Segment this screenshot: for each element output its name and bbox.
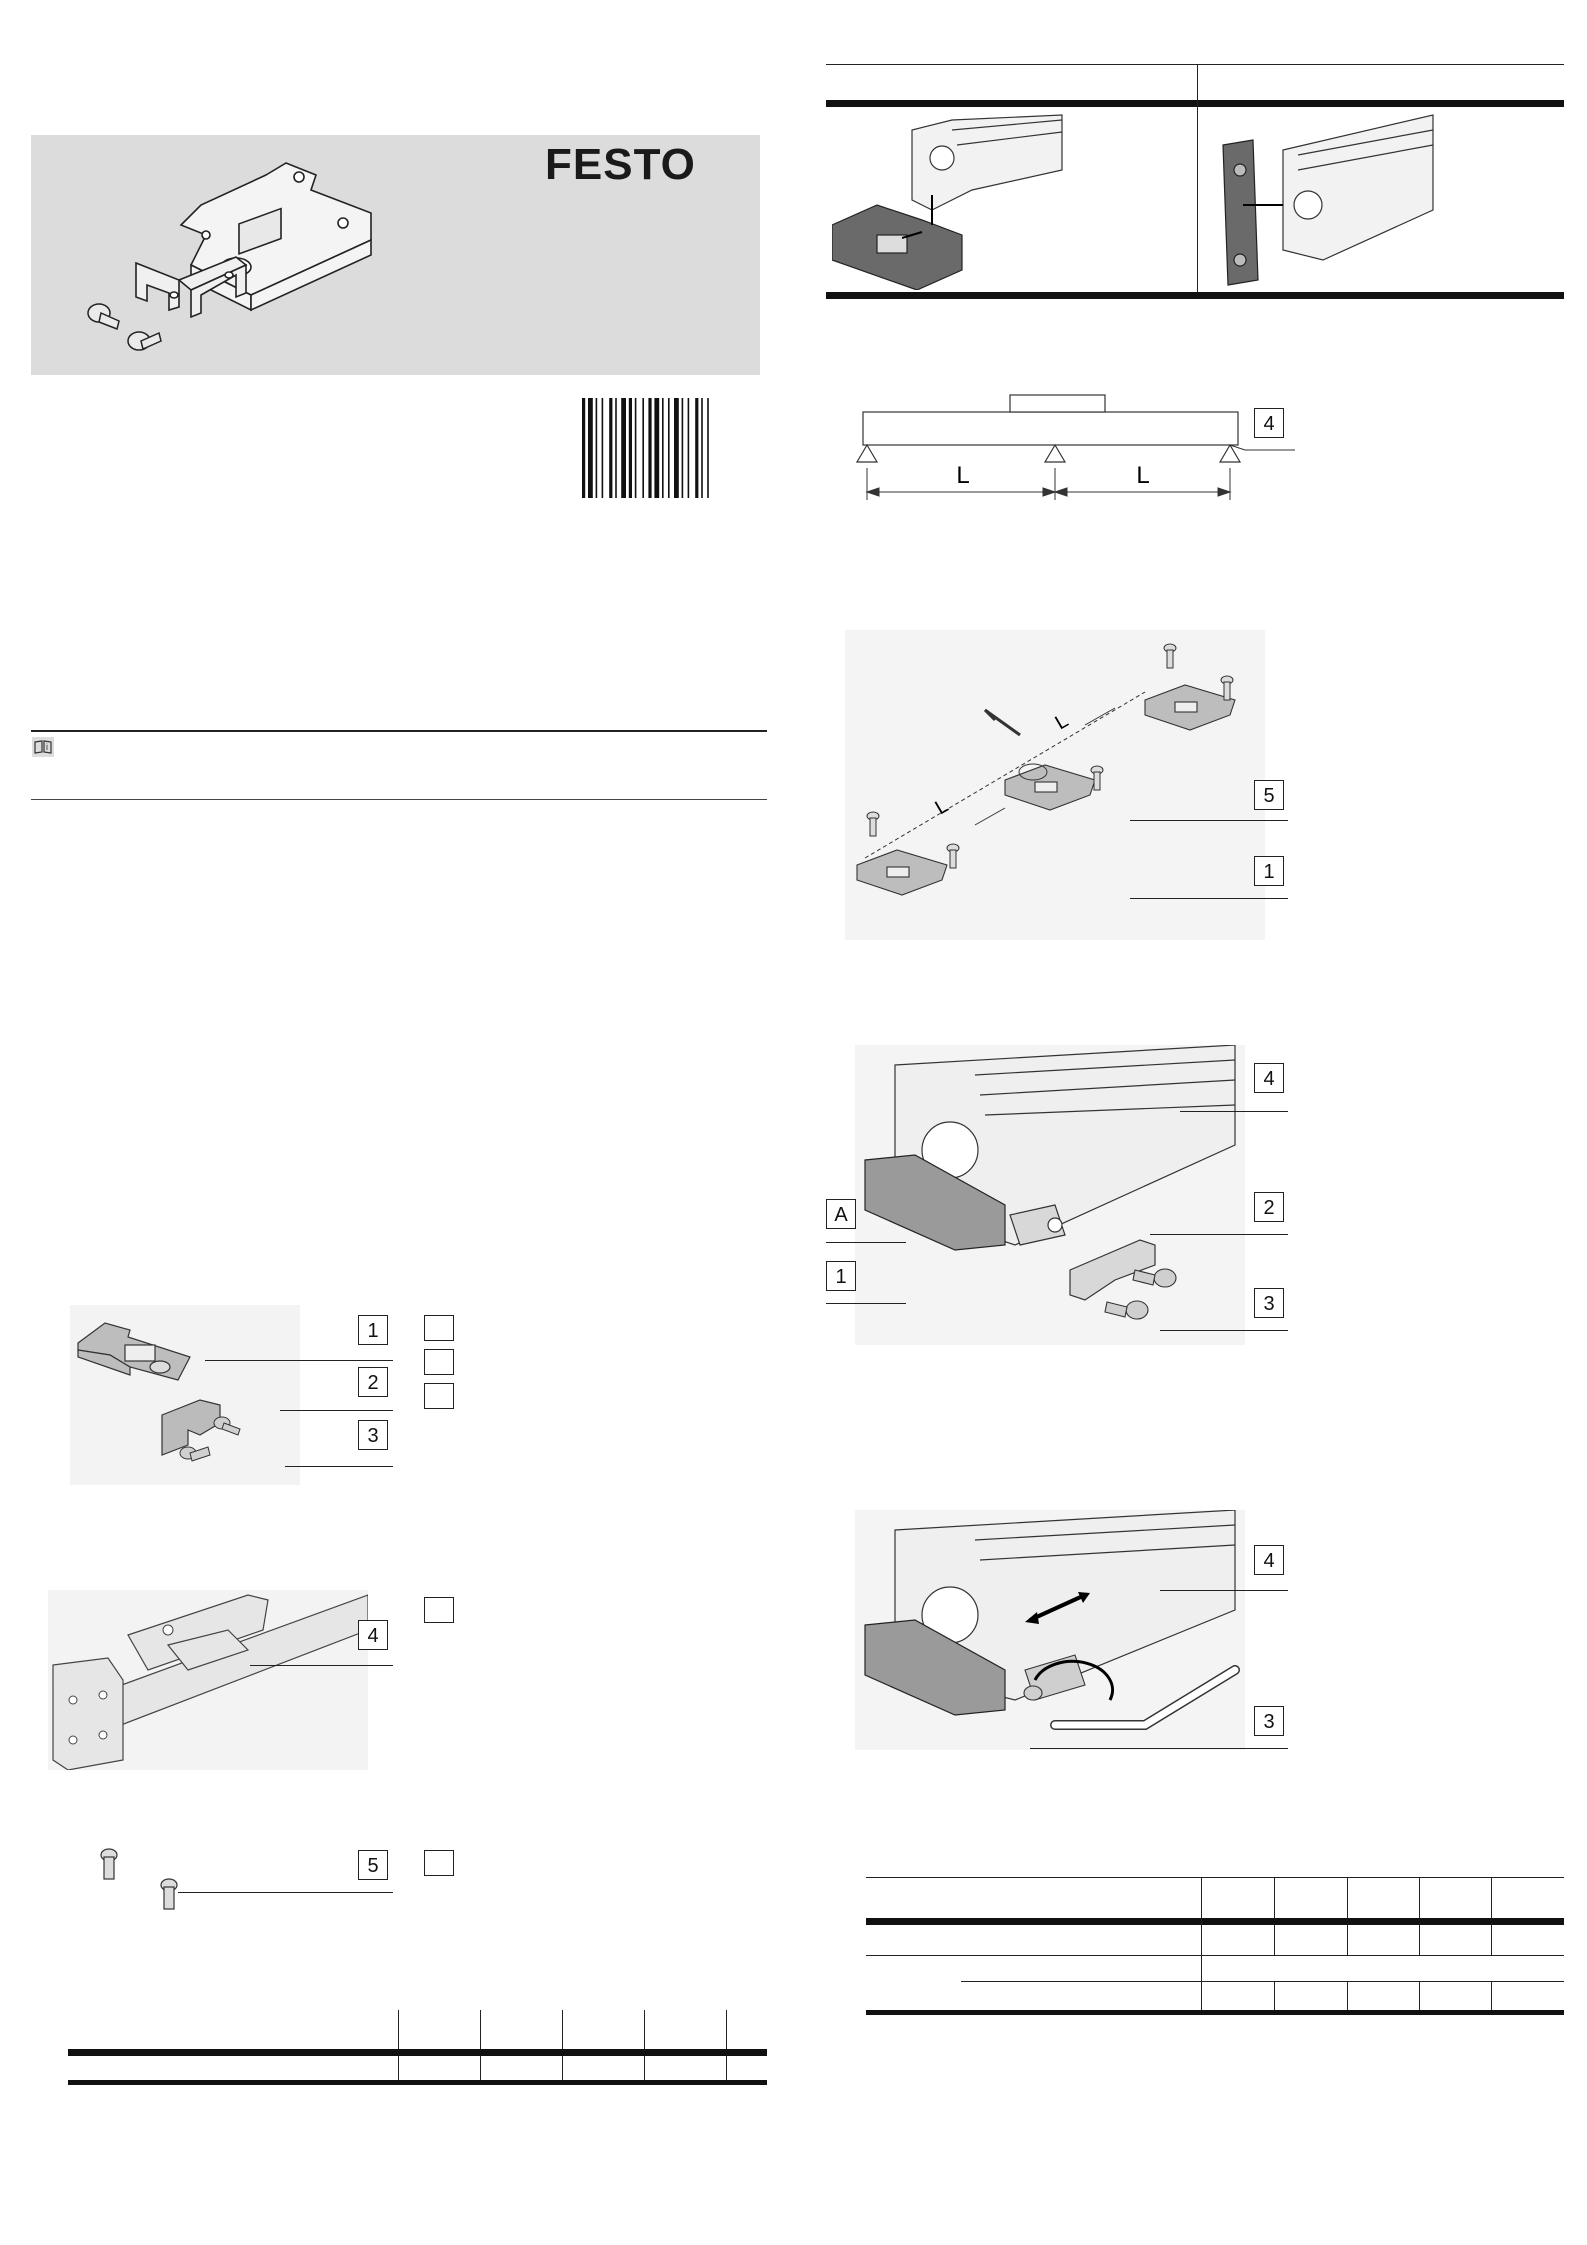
clamp-mount-figure — [855, 1045, 1245, 1345]
callout-3-tighten: 3 — [1254, 1706, 1284, 1736]
leader-4-clamp — [1180, 1111, 1288, 1112]
specs-col-2c — [1274, 1981, 1275, 2012]
specs-col-3b — [1347, 1925, 1348, 1955]
callout-3: 3 — [358, 1420, 388, 1450]
section-rule-thin — [31, 799, 767, 800]
leader-2 — [280, 1410, 393, 1411]
specs-row-rule-1 — [866, 1955, 1564, 1956]
specs-col-2a — [1274, 1877, 1275, 1919]
leader-5-spacing — [1130, 820, 1288, 821]
leader-4-drive — [250, 1665, 393, 1666]
barcode-icon — [582, 398, 748, 498]
header-rule-bottom — [826, 292, 1564, 299]
leader-3 — [285, 1466, 393, 1467]
parts-checkbox-3[interactable] — [424, 1383, 454, 1409]
specs-row-rule-2 — [961, 1981, 1564, 1982]
callout-2: 2 — [358, 1367, 388, 1397]
section-rule — [31, 730, 767, 732]
dim-label-spacing-left: L — [931, 794, 953, 820]
leader-1-clamp — [826, 1303, 906, 1304]
leader-3-clamp — [1160, 1330, 1288, 1331]
parts-checkbox-2[interactable] — [424, 1349, 454, 1375]
brand-logo: FESTO — [545, 140, 696, 189]
leader-3-tighten — [1030, 1748, 1288, 1749]
specs-col-4a — [1419, 1877, 1420, 1919]
sizes-table — [68, 2010, 767, 2085]
callout-A-clamp: A — [826, 1199, 856, 1229]
leader-1 — [205, 1360, 393, 1361]
specs-col-3a — [1347, 1877, 1348, 1919]
beam-support-diagram — [855, 390, 1295, 510]
drive-checkbox[interactable] — [424, 1597, 454, 1623]
leader-5 — [178, 1892, 393, 1893]
specs-col-4c — [1419, 1981, 1420, 2012]
callout-4-tighten: 4 — [1254, 1545, 1284, 1575]
callout-4-beam: 4 — [1254, 408, 1284, 438]
callout-5-screws: 5 — [358, 1850, 388, 1880]
dim-label-spacing-right: L — [1051, 709, 1073, 735]
specs-col-5a — [1491, 1877, 1492, 1919]
callout-5-spacing: 5 — [1254, 780, 1284, 810]
screws-checkbox[interactable] — [424, 1850, 454, 1876]
parts-checkbox-1[interactable] — [424, 1315, 454, 1341]
header-rule-top — [826, 64, 1564, 65]
product-illustration — [71, 145, 471, 365]
specs-col-3c — [1347, 1981, 1348, 2012]
specs-col-4b — [1419, 1925, 1420, 1955]
callout-4-clamp: 4 — [1254, 1063, 1284, 1093]
specs-col-5c — [1491, 1981, 1492, 2012]
tighten-figure — [855, 1510, 1245, 1750]
mount-vertical-figure — [1203, 110, 1563, 290]
specs-table — [866, 1877, 1564, 2017]
header-column-divider — [1197, 64, 1198, 297]
leader-4-tighten — [1160, 1590, 1288, 1591]
leader-2-clamp — [1150, 1234, 1288, 1235]
drive-figure — [48, 1590, 368, 1770]
leader-A-clamp — [826, 1242, 906, 1243]
mount-horizontal-figure — [832, 110, 1192, 290]
callout-2-clamp: 2 — [1254, 1192, 1284, 1222]
specs-col-1 — [1201, 1877, 1202, 2012]
callout-1-spacing: 1 — [1254, 856, 1284, 886]
specs-col-2b — [1274, 1925, 1275, 1955]
callout-1: 1 — [358, 1315, 388, 1345]
svg-text:i: i — [46, 742, 48, 752]
specs-table-header-rule — [866, 1918, 1564, 1925]
dim-label-left: L — [956, 462, 970, 489]
parts-figure — [70, 1305, 300, 1485]
callout-3-clamp: 3 — [1254, 1288, 1284, 1318]
leader-1-spacing — [1130, 898, 1288, 899]
specs-table-bottom-rule — [866, 2010, 1564, 2015]
specs-table-top-rule — [866, 1877, 1564, 1920]
screws-figure — [95, 1845, 195, 1915]
callout-4-drive: 4 — [358, 1620, 388, 1650]
dim-label-right: L — [1136, 462, 1150, 489]
specs-col-5b — [1491, 1925, 1492, 1955]
callout-1-clamp: 1 — [826, 1261, 856, 1291]
book-info-icon — [32, 737, 54, 757]
spacing-figure — [845, 630, 1265, 940]
header-rule-thick — [826, 100, 1564, 107]
